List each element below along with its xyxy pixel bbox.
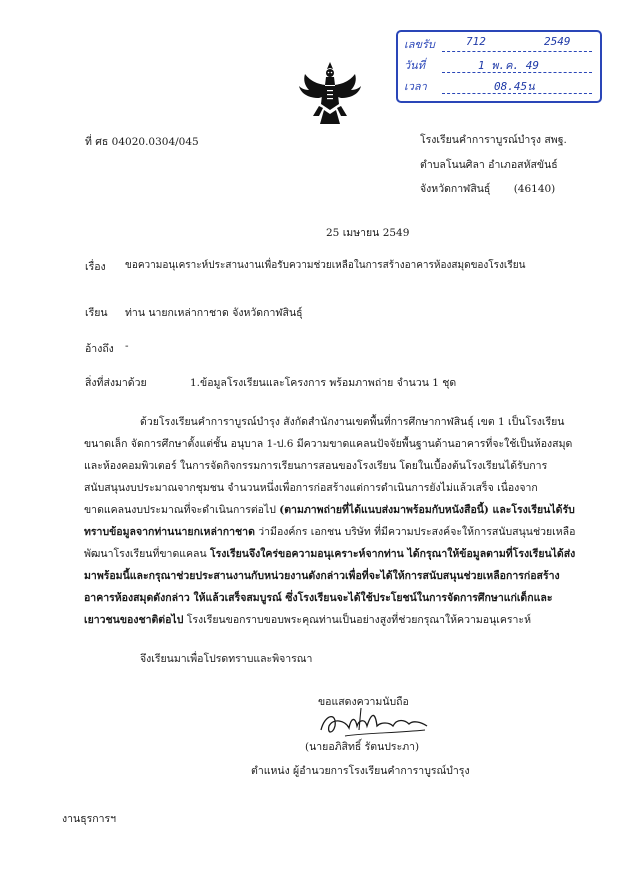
closing-paragraph: จึงเรียนมาเพื่อโปรดทราบและพิจารณา [140,653,313,665]
subject-label: เรื่อง [85,261,106,273]
stamp-time-row [404,77,594,97]
sender-line-1: โรงเรียนคำการาบูรณ์บำรุง สพฐ. [420,134,567,146]
reference-number: ที่ ศธ 04020.0304/045 [85,136,199,148]
stamp-time-label: เวลา [404,80,427,93]
sender-province: จังหวัดกาฬสินธุ์ [420,183,491,195]
body-text-3: โรงเรียนขอกราบขอบพระคุณท่านเป็นอย่างสูงที่ช่วยกรุณาให้ความอนุเคราะห์ [183,614,531,626]
body-text-2: ว่ามีองค์กร เอกชน บริษัท ที่มีความประสงค์จะให้การสนับสนุนช่วยเหลือพัฒนาโรงเรียนที่ขาดแคลน [84,526,576,560]
enclosure-label: สิ่งที่ส่งมาด้วย [85,377,147,389]
reference-value: - [125,340,129,352]
stamp-received-label: เลขรับ [404,38,435,51]
signer-position: ตำแหน่ง ผู้อำนวยการโรงเรียนคำการาบูรณ์บำรุง [251,765,470,777]
body-bold-1: (ตามภาพถ่ายที่ได้แนบส่งมาพร้อมกับหนังสือนี้) และโรงเรียนได้รับทราบข้อมูลจากท่านนายกเหล่ากาชาด [84,504,575,538]
sender-line-3 [420,180,555,197]
stamp-date-row [404,56,594,76]
body-paragraph [84,411,580,631]
signer-name: (นายอภิสิทธิ์ รัตนประภา) [305,741,420,753]
letter-date: 25 เมษายน 2549 [326,227,410,239]
closing-phrase: ขอแสดงความนับถือ [318,696,409,708]
sender-postcode: (46140) [513,183,556,195]
department-label: งานธุรการฯ [62,813,117,825]
stamp-time-value: 08.45น [494,80,535,93]
stamp-date-label: วันที่ [404,59,425,72]
enclosure-value: 1.ข้อมูลโรงเรียนและโครงการ พร้อมภาพถ่าย จำนวน 1 ชุด [190,377,457,389]
salutation-recipient: ท่าน นายกเหล่ากาชาด จังหวัดกาฬสินธุ์ [125,307,303,319]
body-text-1: ด้วยโรงเรียนคำการาบูรณ์บำรุง สังกัดสำนักงานเขตพื้นที่การศึกษากาฬสินธุ์ เขต 1 เป็นโรงเรียนขนาดเล็ก จัดการศึกษาตั้งแต่ชั้น อนุบาล 1-ป.6 มีความขาดแคลนปัจจัยพื้นฐานด้านอาคารที่จะใช้เป็นห้องสมุดและห้องคอมพิวเตอร์ ในการจัดกิจกรรมการเรียนการสอนของโรงเรียน โดยในเบื้องต้นโรงเรียนได้รับการสนับสนุนงบประมาณจากชุมชน จำนวนหนึ่งเพื่อการก่อสร้างแต่การดำเนินการยังไม่แล้วเสร็จ เนื่องจากขาดแคลนงบประมาณที่จะดำเนินการต่อไป [84,416,573,516]
reference-label: อ้างถึง [85,343,114,355]
salutation-label: เรียน [85,307,108,319]
sender-line-2: ตำบลโนนศิลา อำเภอสหัสขันธ์ [420,159,558,171]
garuda-emblem-icon [297,60,363,128]
stamp-received-year: 2549 [544,35,571,48]
stamp-date-value: 1 พ.ค. 49 [478,59,539,72]
receipt-stamp [396,30,602,103]
subject-text: ขอความอนุเคราะห์ประสานงานเพื่อรับความช่วยเหลือในการสร้างอาคารห้องสมุดของโรงเรียน [125,260,526,271]
signature-icon [315,700,435,740]
stamp-received-number: 712 [466,35,486,48]
body-bold-2: โรงเรียนจึงใคร่ขอความอนุเคราะห์จากท่าน ได้กรุณาให้ข้อมูลตามที่โรงเรียนได้ส่งมาพร้อมนี้และกรุณาช่วยประสานงานกับหน่วยงานดังกล่าวเพื่อที่จะได้ให้การสนับสนุนช่วยเหลือการก่อสร้างอาคารห้องสมุดดังกล่าว ให้แล้วเสร็จสมบูรณ์ ซึ่งโรงเรียนจะได้ใช้ประโยชน์ในการจัดการศึกษาแก่เด็กและเยาวชนของชาติต่อไป [84,548,576,626]
stamp-received-row [404,35,594,55]
